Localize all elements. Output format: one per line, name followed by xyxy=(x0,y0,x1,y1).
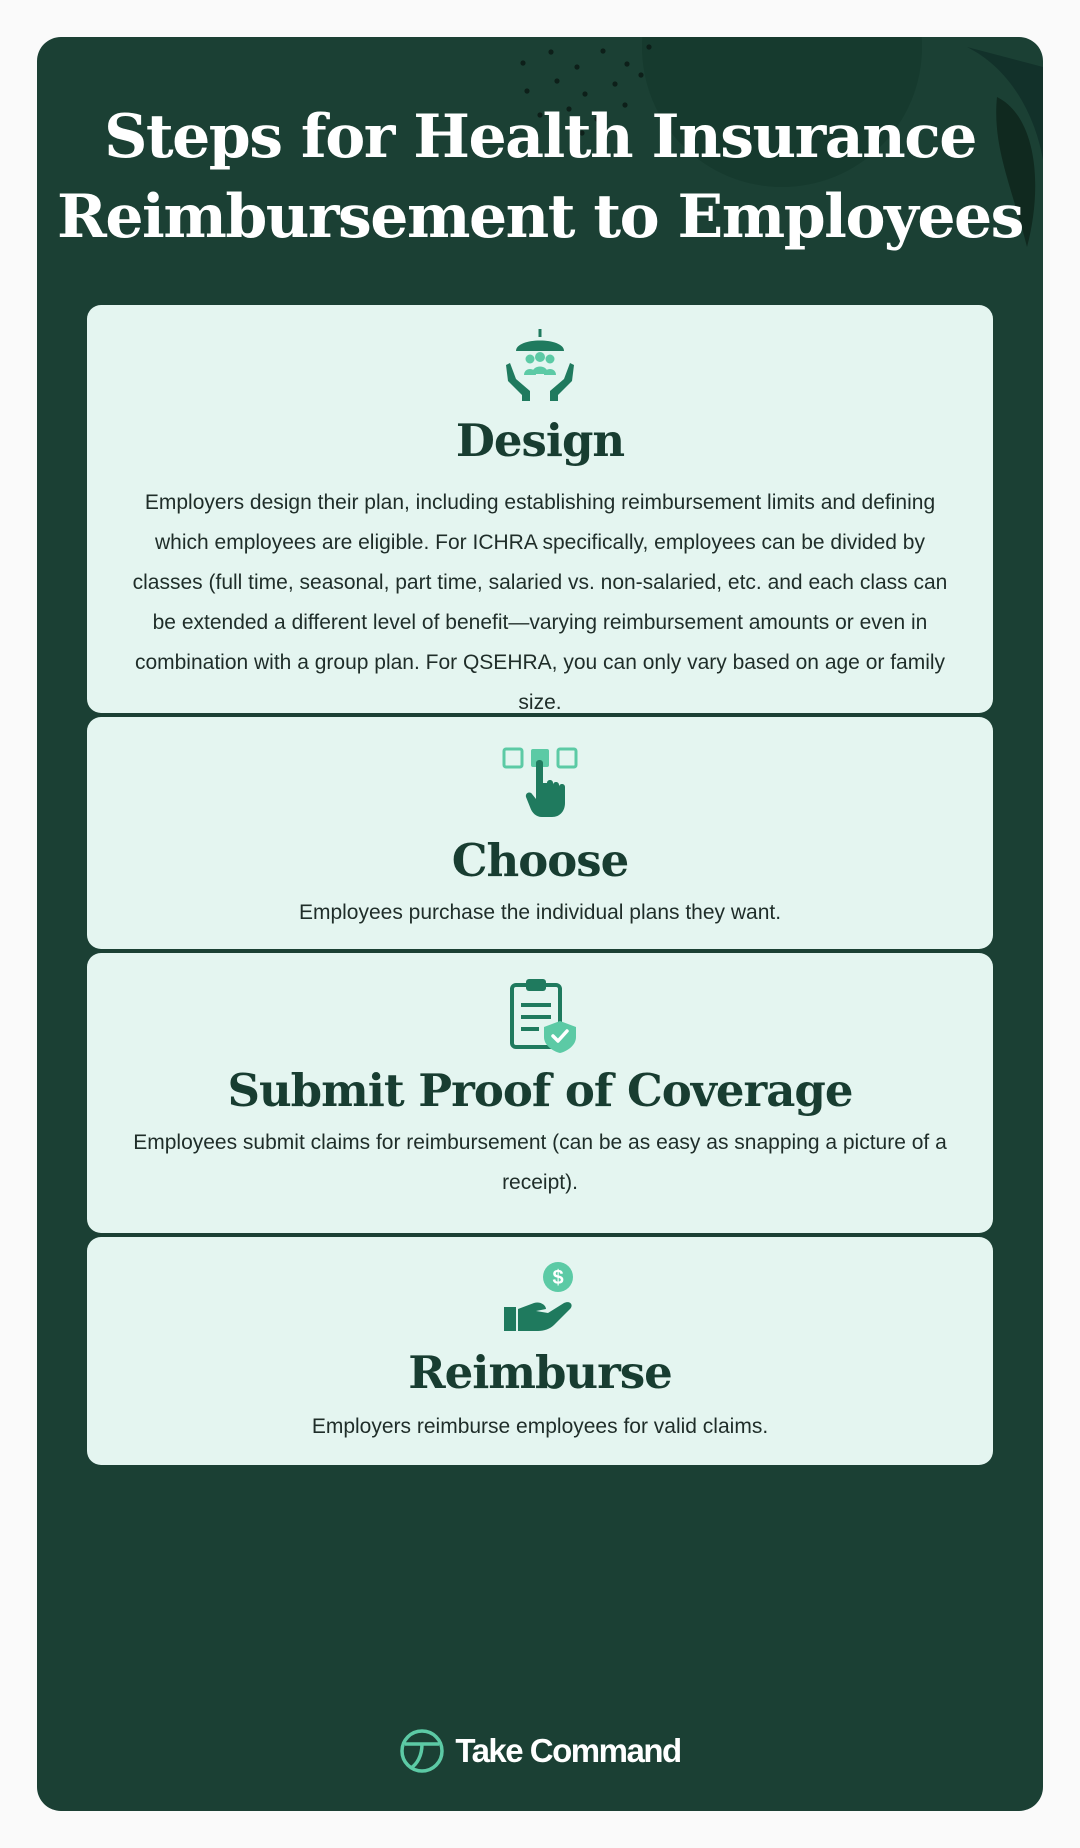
step-heading: Choose xyxy=(451,834,629,887)
step-heading: Reimburse xyxy=(408,1346,672,1399)
hand-dollar-icon xyxy=(500,1257,580,1337)
step-card-submit-proof xyxy=(87,953,993,1233)
step-description: Employers reimburse employees for valid claims. xyxy=(311,1415,769,1438)
step-description: Employees purchase the individual plans they want. xyxy=(298,901,782,924)
umbrella-hands-icon xyxy=(500,325,580,405)
logo-text: Take Command xyxy=(455,1732,681,1769)
step-card-choose xyxy=(87,717,993,949)
svg-text:$: $ xyxy=(552,1267,564,1289)
hand-pointer-select-icon xyxy=(500,741,580,821)
title-line-1: Steps for Health Insurance xyxy=(104,102,976,172)
page-title xyxy=(37,97,1043,257)
step-heading: Design xyxy=(455,414,625,467)
infographic-panel xyxy=(37,37,1043,1811)
take-command-logo xyxy=(37,1726,1043,1776)
step-card-reimburse xyxy=(87,1237,993,1465)
take-command-logo-icon xyxy=(399,1728,445,1774)
clipboard-shield-icon xyxy=(500,975,580,1055)
step-heading: Submit Proof of Coverage xyxy=(227,1064,853,1117)
step-description: Employers design their plan, including establishing reimbursement limits and defining which employees are eligible. For ICHRA specifically, employees can be divided by classes (full time, seasonal, part time, salaried vs. non-salaried, etc. and each class can be extended a different level of benefit—varying reimbursement amounts or even in combination with a group plan. For QSEHRA, you can only vary based on age or family size. xyxy=(132,491,948,714)
step-card-design xyxy=(87,305,993,713)
step-description: Employees submit claims for reimbursement (can be as easy as snapping a picture of a receipt). xyxy=(133,1131,947,1194)
title-line-2: Reimbursement to Employees xyxy=(57,182,1023,252)
